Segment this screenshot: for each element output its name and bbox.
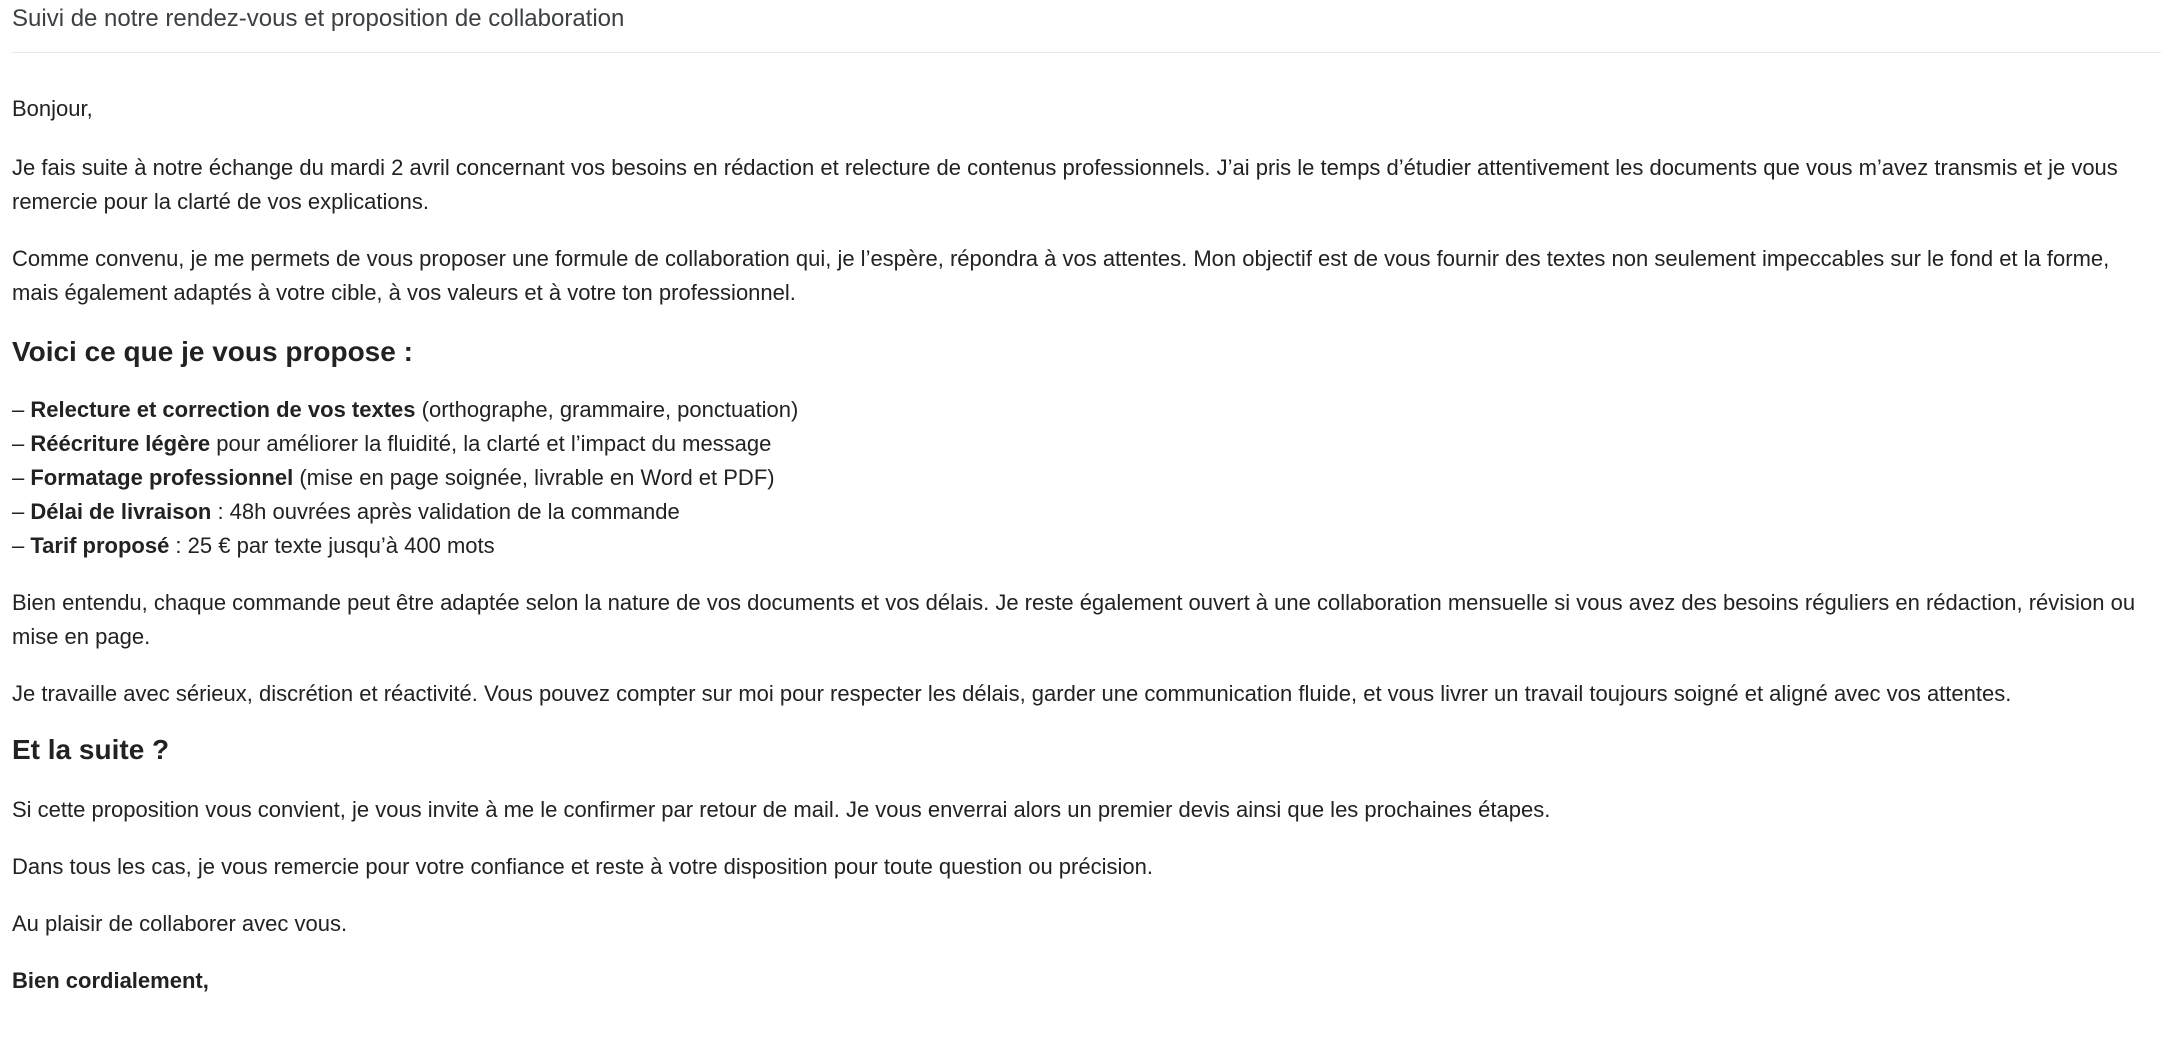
offer-item-title: Délai de livraison — [30, 499, 212, 524]
adapt-paragraph: Bien entendu, chaque commande peut être adaptée selon la nature de vos documents et vos délais. Je reste également ouvert à une collaboration mensuelle si vous avez des besoins réguliers en rédaction, révision ou mise en page. — [12, 590, 2136, 649]
next-steps-heading: Et la suite ? — [12, 734, 170, 765]
offer-item-detail: : 48h ouvrées après validation de la commande — [211, 499, 680, 524]
offer-item-title: Formatage professionnel — [30, 465, 294, 490]
offer-item-title: Relecture et correction de vos textes — [30, 397, 416, 422]
offer-item-dash: – — [12, 533, 31, 558]
thanks-paragraph: Dans tous les cas, je vous remercie pour votre confiance et reste à votre disposition pour toute question ou précision. — [12, 854, 1153, 879]
offer-item — [12, 427, 2152, 461]
offer-heading: Voici ce que je vous propose : — [12, 336, 413, 367]
email-body — [12, 92, 2152, 1021]
offer-item — [12, 495, 2152, 529]
greeting: Bonjour, — [12, 96, 93, 121]
offer-item-dash: – — [12, 397, 31, 422]
offer-item — [12, 529, 2152, 563]
closing-line: Au plaisir de collaborer avec vous. — [12, 911, 348, 936]
next-steps-paragraph: Si cette proposition vous convient, je vous invite à me le confirmer par retour de mail. Je vous enverrai alors un premier devis ainsi que les prochaines étapes. — [12, 797, 1551, 822]
offer-item-title: Réécriture légère — [30, 431, 211, 456]
subject-bar — [12, 0, 2161, 53]
signoff: Bien cordialement, — [12, 968, 209, 993]
offer-item — [12, 461, 2152, 495]
offer-item-detail: : 25 € par texte jusqu’à 400 mots — [169, 533, 495, 558]
offer-item — [12, 393, 2152, 427]
offer-item-detail: (orthographe, grammaire, ponctuation) — [415, 397, 799, 422]
offer-item-detail: pour améliorer la fluidité, la clarté et l’impact du message — [210, 431, 772, 456]
offer-item-detail: (mise en page soignée, livrable en Word et PDF) — [293, 465, 775, 490]
offer-item-dash: – — [12, 499, 31, 524]
offer-item-title: Tarif proposé — [30, 533, 170, 558]
proposal-paragraph: Comme convenu, je me permets de vous proposer une formule de collaboration qui, je l’espère, répondra à vos attentes. Mon objectif est de vous fournir des textes non seulement impeccables sur le fond et la forme, mais également adaptés à votre cible, à vos valeurs et à votre ton professionnel. — [12, 246, 2110, 305]
intro-paragraph: Je fais suite à notre échange du mardi 2 avril concernant vos besoins en rédaction et relecture de contenus professionnels. J’ai pris le temps d’étudier attentivement les documents que vous m’avez transmis et je vous remercie pour la clarté de vos explications. — [12, 155, 2118, 214]
offer-item-dash: – — [12, 465, 31, 490]
offer-item-dash: – — [12, 431, 31, 456]
email-subject: Suivi de notre rendez-vous et proposition de collaboration — [12, 5, 625, 32]
offer-list — [12, 393, 2152, 563]
commitment-paragraph: Je travaille avec sérieux, discrétion et réactivité. Vous pouvez compter sur moi pour respecter les délais, garder une communication fluide, et vous livrer un travail toujours soigné et aligné avec vos attentes. — [12, 681, 2012, 706]
